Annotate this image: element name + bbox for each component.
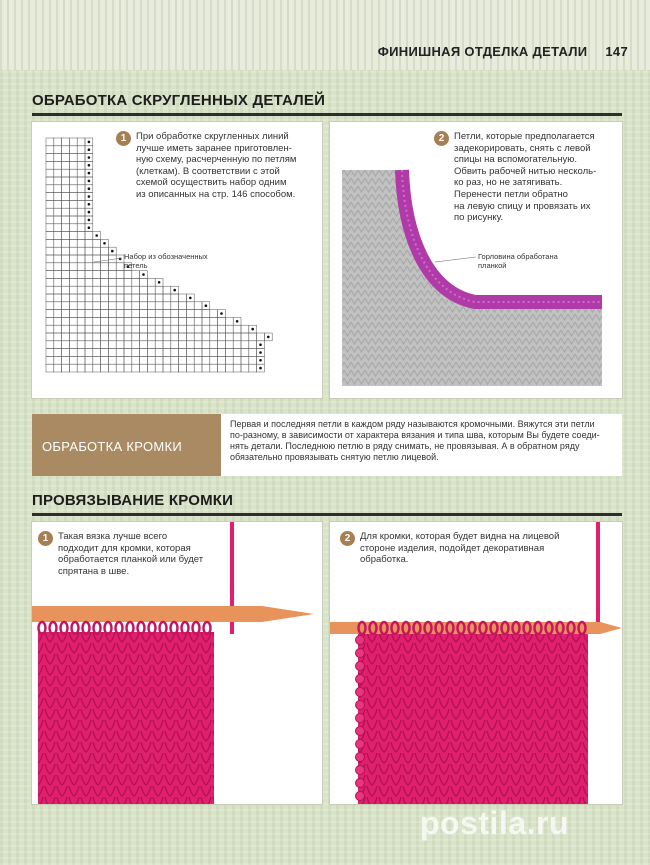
- step-badge-1: 1: [116, 131, 131, 146]
- chart-panel: [32, 122, 322, 398]
- running-title: ФИНИШНАЯ ОТДЕЛКА ДЕТАЛИ: [377, 44, 588, 59]
- section-title-rounded: ОБРАБОТКА СКРУГЛЕННЫХ ДЕТАЛЕЙ: [32, 92, 326, 109]
- step-badge-1: 1: [38, 531, 53, 546]
- running-head: [378, 44, 628, 59]
- edge-info-title: ОБРАБОТКА КРОМКИ: [42, 439, 183, 454]
- edge-step2-text: Для кромки, которая будет видна на лицевой стороне изделия, подойдет декоративная обработка.: [360, 531, 560, 566]
- neckline-callout: Горловина обработана планкой: [478, 252, 558, 270]
- chart-callout: Набор из обозначенных петель: [124, 252, 208, 270]
- edge-step1-text: Такая вязка лучше всего подходит для кромки, которая обработается планкой или будет спрятана в шве.: [58, 531, 204, 577]
- edge-info-text: Первая и последняя петли в каждом ряду называются кромочными. Вяжутся эти петли по-разному, в зависимости от характера вязания и типа шва, которым Вы будете соеди- нять детали. Последнюю петлю в ряду снимать, не провязывая. А в обратном ряду обязательно провязывать снятую петлю лицевой.: [230, 419, 600, 462]
- edge-info-header: [32, 414, 221, 476]
- section-rule: [32, 113, 622, 116]
- watermark: postila.ru: [420, 805, 570, 841]
- neckline-panel: [330, 122, 622, 398]
- edge-info-box: [32, 414, 622, 476]
- section-rule: [32, 513, 622, 516]
- step2-text: Петли, которые предполагается задекорировать, снять с левой спицы на вспомогательную. Обвить рабочей нитью несколь- ко раз, но не затягивать. Перенести петли обратно на левую спицу и провязать их по рисунку.: [454, 131, 597, 224]
- header-strip: [0, 0, 650, 70]
- step-badge-2: 2: [434, 131, 449, 146]
- section-title-edge-knitting: ПРОВЯЗЫВАНИЕ КРОМКИ: [32, 492, 234, 509]
- step1-text: При обработке скругленных линий лучше иметь заранее приготовлен- ную схему, расчерченную по петлям (клеткам). В соответствии с этой схемой осуществить набор одним из описанных на стр. 146 способом.: [136, 131, 297, 200]
- edge-step1-panel: [32, 522, 322, 804]
- edge-step2-panel: [330, 522, 622, 804]
- page-number: 147: [605, 44, 628, 59]
- step-badge-2: 2: [340, 531, 355, 546]
